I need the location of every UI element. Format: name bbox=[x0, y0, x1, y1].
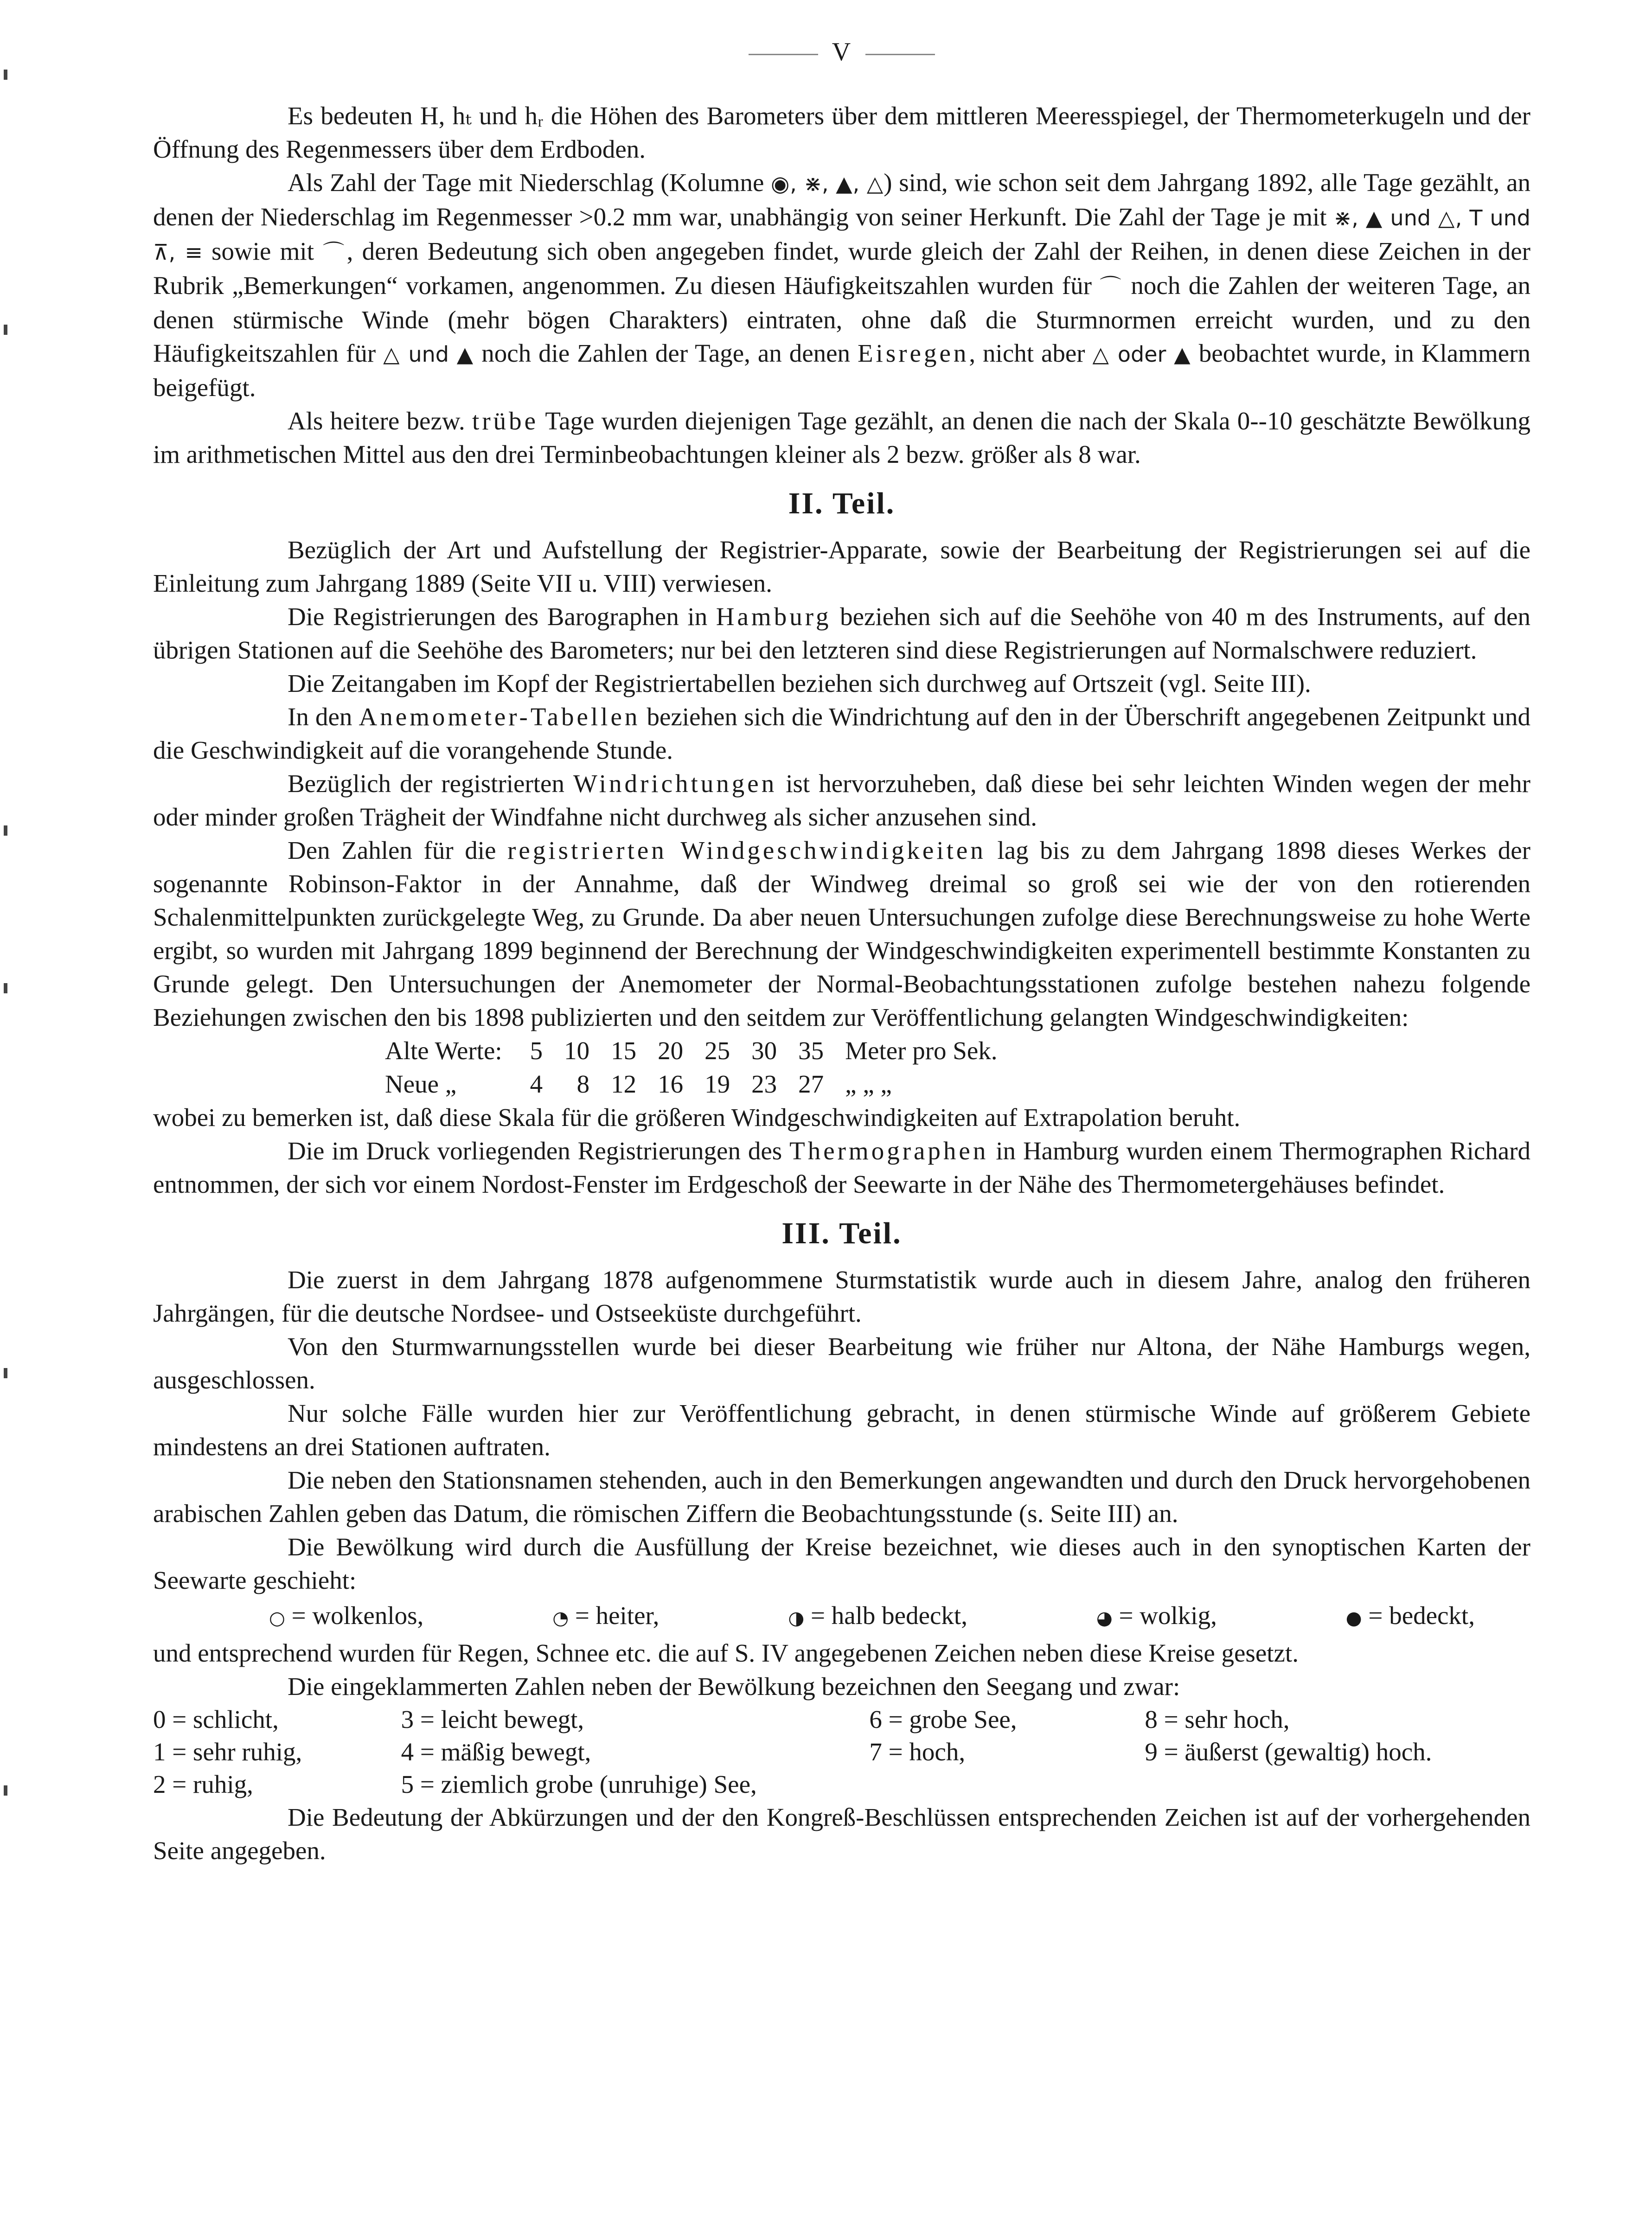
paragraph-cases: Nur solche Fälle wurden hier zur Veröffentlichung gebracht, in denen stürmische Winde auf größerem Gebiete mindestens an drei Stationen auftraten. bbox=[153, 1399, 1530, 1461]
margin-mark bbox=[4, 983, 7, 993]
paragraph-station-numbers: Die neben den Stationsnamen stehenden, auch in den Bemerkungen angewandten und durch den Druck hervorgehobenen arabischen Zahlen geben das Datum, die römischen Ziffern die Beobachtungsstunde (s. Seite III) an. bbox=[153, 1466, 1530, 1528]
paragraph-thermograph: Die im Druck vorliegenden Registrierungen des Thermographen in Hamburg wurden einem Thermographen Richard entnommen, der sich vor einem Nordost-Fenster im Erdgeschoß der Seewarte in der Nähe des Thermometergehäuses befindet. bbox=[153, 1137, 1530, 1198]
paragraph-cloud-days: Als heitere bezw. trübe Tage wurden diejenigen Tage gezählt, an denen die nach der Skala 0--10 geschätzte Bewölkung im arithmetischen Mittel aus den drei Terminbeobachtungen kleiner als 2 bezw. größer als 8 war. bbox=[153, 407, 1530, 468]
margin-mark bbox=[4, 1368, 7, 1378]
paragraph-warning-stations: Von den Sturmwarnungsstellen wurde bei dieser Bearbeitung wie früher nur Altona, der Nähe Hamburgs wegen, ausgeschlossen. bbox=[153, 1332, 1530, 1394]
table-row: 1 = sehr ruhig, 4 = mäßig bewegt, 7 = hoch, 9 = äußerst (gewaltig) hoch. bbox=[153, 1738, 1432, 1766]
storm-icon: ⌒ bbox=[323, 240, 347, 265]
paragraph-precipitation-days: Als Zahl der Tage mit Niederschlag (Kolumne ◉, ⋇, ▲, △) sind, wie schon seit dem Jahrgang 1892, alle Tage gezählt, an denen der Niederschlag im Regenmesser >0.2 mm war, unabhängig von seiner Herkunft. Die Zahl der Tage je mit ⋇, ▲ und △, T und ⊼, ≡ sowie mit ⌒, deren Bedeutung sich oben angegeben findet, wurde gleich der Zahl der Reihen, in denen diese Zeichen in der Rubrik „Bemerkungen“ vorkamen, angenommen. Zu diesen Häufigkeitszahlen wurden für ⌒ noch die Zahlen der weiteren Tage, an denen stürmische Winde (mehr bögen Charakters) eintraten, ohne daß die Sturmnormen erreicht wurden, und zu den Häufigkeitszahlen für △ und ▲ noch die Zahlen der Tage, an denen Eisregen, nicht aber △ oder ▲ beobachtet wurde, in Klammern beigefügt. bbox=[153, 168, 1531, 402]
table-row: Neue „ 4 8 12 16 19 23 27 „ „ „ bbox=[385, 1070, 892, 1098]
paragraph-heights: Es bedeuten H, hₜ und hᵣ die Höhen des Barometers über dem mittleren Meeresspiegel, der Thermometerkugeln und der Öffnung des Regenmessers über dem Erdboden. bbox=[153, 102, 1530, 163]
quarter-circle-icon: ◔ bbox=[552, 1607, 569, 1629]
section-heading-part-3: III. Teil. bbox=[781, 1216, 902, 1250]
cloud-legend-item: ◕ = wolkig, bbox=[1096, 1601, 1217, 1630]
table-row: Alte Werte: 5 10 15 20 25 30 35 Meter pro Sek. bbox=[385, 1036, 998, 1065]
paragraph-anemometer: In den Anemometer-Tabellen beziehen sich die Windrichtung auf den in der Überschrift angegebenen Zeitpunkt und die Geschwindigkeit auf die vorangehende Stunde. bbox=[153, 703, 1530, 764]
paragraph-storm-statistics: Die zuerst in dem Jahrgang 1878 aufgenommene Sturmstatistik wurde auch in diesem Jahre, analog den früheren Jahrgängen, für die deutsche Nordsee- und Ostseeküste durchgeführt. bbox=[153, 1266, 1530, 1327]
paragraph-wind-speeds: Den Zahlen für die registrierten Windgeschwindigkeiten lag bis zu dem Jahrgang 1898 dieses Werkes der sogenannte Robinson-Faktor in der Annahme, daß der Windweg dreimal so groß sei wie der von den rotierenden Schalenmittelpunkten zurückgelegte Weg, zu Grunde. Da aber neuen Untersuchungen zufolge diese Berechnungsweise zu hohe Werte ergibt, so wurden mit Jahrgang 1899 beginnend der Berechnung der Windgeschwindigkeiten experimentell bestimmte Konstanten zu Grunde gelegt. Den Untersuchungen der Anemometer der Normal-Beobachtungsstationen zufolge bestehen nahezu folgende Beziehungen zwischen den bis 1898 publizierten und den seitdem zur Veröffentlichung gelangten Windgeschwindigkeiten: bbox=[153, 836, 1531, 1031]
cloud-legend-item: ○ = wolkenlos, bbox=[269, 1601, 424, 1630]
cloud-legend-item: ◔ = heiter, bbox=[552, 1601, 660, 1630]
precipitation-symbols: ◉, ⋇, ▲, △ bbox=[771, 171, 884, 196]
triangle-symbols: △ und ▲ bbox=[383, 342, 474, 367]
paragraph-rain-snow-symbols: und entsprechend wurden für Regen, Schnee etc. die auf S. IV angegebenen Zeichen neben diese Kreise gesetzt. bbox=[153, 1639, 1299, 1668]
margin-mark bbox=[4, 1785, 7, 1796]
weather-symbols-list: ⋇, ▲ und △, T und ⊼, ≡ bbox=[153, 205, 1530, 265]
sea-state-table bbox=[153, 1703, 1530, 1801]
half-circle-icon: ◑ bbox=[788, 1607, 805, 1629]
storm-icon: ⌒ bbox=[1100, 274, 1123, 299]
paragraph-barograph: Die Registrierungen des Barographen in Hamburg beziehen sich auf die Seehöhe von 40 m des Instruments, auf den übrigen Stationen auf die Seehöhe des Barometers; nur bei den letzteren sind diese Registrierungen auf Normalschwere reduziert. bbox=[153, 602, 1531, 664]
cloud-legend-item: ◑ = halb bedeckt, bbox=[788, 1601, 967, 1630]
table-row: 0 = schlicht, 3 = leicht bewegt, 6 = grobe See, 8 = sehr hoch, bbox=[153, 1705, 1290, 1734]
section-heading-part-2: II. Teil. bbox=[788, 486, 896, 520]
table-row: 2 = ruhig, 5 = ziemlich grobe (unruhige) See, bbox=[153, 1770, 757, 1799]
page-number: V bbox=[153, 37, 1530, 67]
cloud-legend-item: ● = bedeckt, bbox=[1345, 1601, 1475, 1630]
empty-circle-icon: ○ bbox=[269, 1607, 285, 1629]
paragraph-cloudiness: Die Bewölkung wird durch die Ausfüllung der Kreise bezeichnet, wie dieses auch in den synoptischen Karten der Seewarte geschieht: bbox=[153, 1533, 1530, 1594]
triangle-symbols: △ oder ▲ bbox=[1092, 342, 1191, 367]
paragraph-abbreviations: Die Bedeutung der Abkürzungen und der den Kongreß-Beschlüssen entsprechenden Zeichen ist auf der vorhergehenden Seite angegeben. bbox=[153, 1803, 1530, 1865]
paragraph-sea-state: Die eingeklammerten Zahlen neben der Bewölkung bezeichnen den Seegang und zwar: bbox=[288, 1672, 1180, 1701]
margin-mark bbox=[4, 825, 7, 836]
paragraph-apparatus: Bezüglich der Art und Aufstellung der Registrier-Apparate, sowie der Bearbeitung der Registrierungen sei auf die Einleitung zum Jahrgang 1889 (Seite VII u. VIII) verwiesen. bbox=[153, 536, 1530, 597]
margin-mark bbox=[4, 70, 7, 80]
wind-speed-table bbox=[385, 1034, 1025, 1101]
paragraph-wind-directions: Bezüglich der registrierten Windrichtungen ist hervorzuheben, daß diese bei sehr leichten Winden wegen der mehr oder minder großen Trägheit der Windfahne nicht durchweg als sicher anzusehen sind. bbox=[153, 769, 1530, 831]
full-circle-icon: ● bbox=[1345, 1607, 1362, 1629]
margin-mark bbox=[4, 325, 7, 335]
paragraph-extrapolation: wobei zu bemerken ist, daß diese Skala für die größeren Windgeschwindigkeiten auf Extrapolation beruht. bbox=[153, 1103, 1241, 1132]
three-quarter-circle-icon: ◕ bbox=[1096, 1607, 1113, 1629]
cloud-cover-legend bbox=[153, 1597, 1530, 1637]
paragraph-time: Die Zeitangaben im Kopf der Registriertabellen beziehen sich durchweg auf Ortszeit (vgl. Seite III). bbox=[288, 669, 1311, 697]
